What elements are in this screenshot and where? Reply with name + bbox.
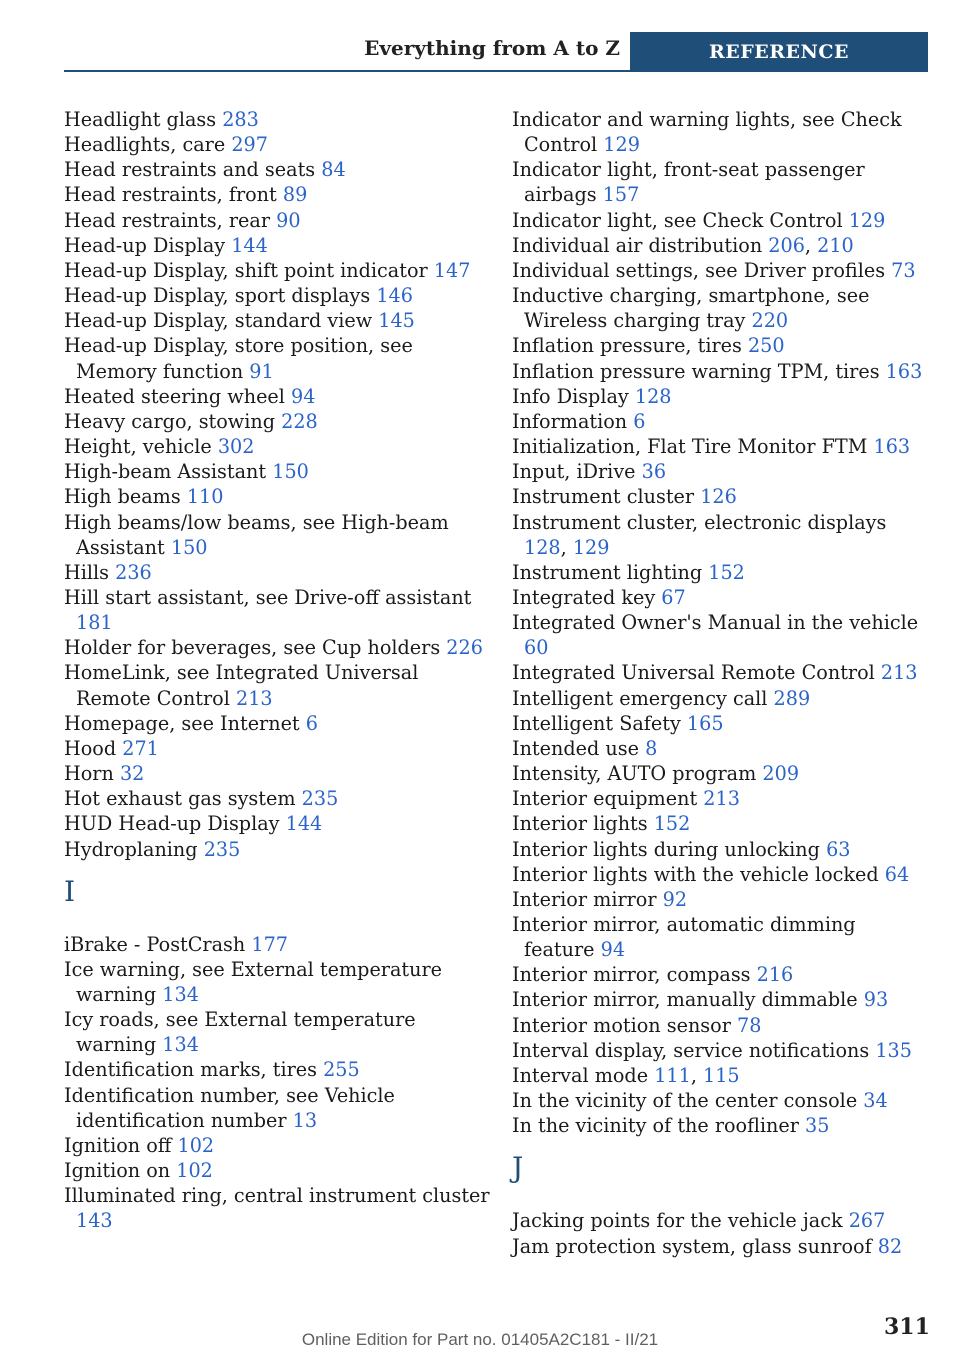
index-entry	[64, 308, 494, 333]
index-entry	[64, 786, 494, 811]
index-entry-term: Input, iDrive	[512, 460, 636, 484]
index-column-left	[64, 107, 494, 1234]
index-entry	[64, 635, 494, 660]
page-link[interactable]: 157	[602, 183, 640, 207]
page-link[interactable]: 8	[645, 736, 658, 760]
page-link[interactable]: 177	[251, 932, 288, 956]
index-entry-term: Interior lights	[512, 812, 648, 836]
index-entry	[64, 1007, 494, 1057]
page-link[interactable]: 143	[76, 1209, 113, 1233]
index-entry-term: Interior equipment	[512, 787, 698, 811]
index-entry-term: Ignition off	[64, 1133, 172, 1157]
index-entry-term: Head-up Display	[64, 233, 226, 257]
page-link[interactable]: 220	[751, 309, 789, 333]
page-link[interactable]: 163	[885, 359, 923, 383]
section-tab: REFERENCE	[630, 32, 928, 70]
page-link[interactable]: 236	[115, 560, 152, 584]
index-entry	[512, 811, 928, 836]
page-link[interactable]: 94	[291, 384, 316, 408]
index-entry-term: Hood	[64, 736, 117, 760]
index-entry	[64, 837, 494, 862]
index-entry-term: Indicator light, see Check Control	[512, 208, 843, 232]
index-entry-term: In the vicinity of the roofliner	[512, 1114, 799, 1138]
page-link[interactable]: 73	[891, 258, 916, 282]
index-entry	[64, 811, 494, 836]
index-entry-term: Intelligent Safety	[512, 711, 681, 735]
page-link[interactable]: 163	[873, 435, 911, 459]
index-entry-term: Indicator light, front-seat passenger airbags	[512, 158, 865, 207]
index-entry	[64, 585, 494, 635]
section-letter-j: J	[512, 1151, 524, 1185]
page-link[interactable]: 152	[708, 560, 745, 584]
index-entry-term: Icy roads, see External temperature warning	[64, 1008, 416, 1057]
page-link[interactable]: 63	[826, 837, 851, 861]
index-entry-term: Head-up Display, shift point indicator	[64, 258, 428, 282]
page-link[interactable]: 213	[880, 661, 918, 685]
page-link[interactable]: 90	[276, 208, 301, 232]
section-letter-i: I	[64, 874, 76, 908]
index-entry	[512, 384, 928, 409]
page-link[interactable]: 102	[176, 1159, 213, 1183]
index-entry-term: Homepage, see Internet	[64, 711, 300, 735]
index-entry	[64, 736, 494, 761]
page-link[interactable]: 32	[119, 762, 145, 786]
index-entry	[64, 157, 494, 182]
index-entry-term: Holder for beverages, see Cup holders	[64, 636, 441, 660]
index-entry	[512, 484, 928, 509]
index-entry-term: Identification number, see Vehicle identification number	[64, 1083, 395, 1132]
index-entry-term: Head restraints, front	[64, 183, 277, 207]
page-link[interactable]: 135	[875, 1038, 912, 1062]
page-link[interactable]: 302	[217, 435, 255, 459]
page-link[interactable]: 271	[122, 736, 159, 760]
page-link[interactable]: 64	[884, 862, 910, 886]
index-entry-term: Instrument lighting	[512, 560, 703, 584]
index-entry	[512, 837, 928, 862]
index-entry	[512, 283, 928, 333]
index-entry	[64, 208, 494, 233]
index-entry: Instrument cluster, electronic displays 128, 129	[512, 510, 887, 559]
page-link[interactable]: 216	[756, 963, 794, 987]
page-link[interactable]: 289	[773, 686, 811, 710]
index-entry-term: Head restraints and seats	[64, 158, 316, 182]
page-link[interactable]: 102	[177, 1133, 215, 1157]
page-link[interactable]: 145	[378, 309, 415, 333]
index-entry	[512, 585, 928, 610]
index-entry-term: Inductive charging, smartphone, see Wireless charging tray	[512, 284, 870, 333]
index-entry	[64, 132, 494, 157]
index-entry	[512, 711, 928, 736]
page-link[interactable]: 129	[572, 535, 610, 559]
index-entry-term: Headlight glass	[64, 108, 217, 131]
index-entry-term: Inflation pressure, tires	[512, 334, 742, 358]
page-link[interactable]: 283	[222, 108, 259, 131]
index-entry-term: Initialization, Flat Tire Monitor FTM	[512, 435, 868, 459]
index-entry-term: Hills	[64, 560, 109, 584]
index-entry-term: Hot exhaust gas system	[64, 787, 296, 811]
page-link[interactable]: 82	[877, 1234, 903, 1258]
index-entry	[64, 409, 494, 434]
index-entry-term: Instrument cluster	[512, 485, 695, 509]
page-link[interactable]: 206	[768, 233, 805, 257]
index-entry	[512, 660, 928, 685]
index-entry-term: Head-up Display, standard view	[64, 309, 373, 333]
page-link[interactable]: 129	[848, 208, 886, 232]
page-link[interactable]: 111	[654, 1063, 691, 1087]
page-link[interactable]: 209	[762, 762, 800, 786]
index-entry	[512, 258, 928, 283]
index-entry-term: HUD Head-up Display	[64, 812, 280, 836]
index-entry	[512, 1038, 928, 1063]
index-entry	[64, 107, 494, 132]
page-link[interactable]: 134	[162, 1033, 199, 1057]
page-number: 311	[884, 1314, 930, 1340]
index-entry	[64, 711, 494, 736]
index-entry	[512, 459, 928, 484]
index-entry-term: Heavy cargo, stowing	[64, 409, 276, 433]
page-link[interactable]: 126	[700, 485, 737, 509]
page-link[interactable]: 181	[76, 611, 113, 635]
index-entry-term: Headlights, care	[64, 133, 226, 157]
index-entry	[512, 107, 928, 157]
header-rule	[64, 70, 928, 72]
index-entry-term: In the vicinity of the center console	[512, 1089, 858, 1113]
page-link[interactable]: 92	[662, 887, 688, 911]
page-link[interactable]: 89	[282, 183, 308, 207]
index-entry: Individual air distribution 206, 210	[512, 233, 854, 257]
index-entry	[512, 862, 928, 887]
index-entry-term: Interior motion sensor	[512, 1013, 731, 1037]
index-entry-term: Integrated Universal Remote Control	[512, 661, 875, 685]
index-entry-term: High beams/low beams, see High-beam Assistant	[64, 510, 449, 559]
index-entry-term: High beams	[64, 485, 181, 509]
page-link[interactable]: 129	[603, 133, 640, 157]
page-link[interactable]: 150	[170, 535, 208, 559]
index-entry	[512, 736, 928, 761]
index-entry-term: Interval mode	[512, 1063, 649, 1087]
index-entry-term: HomeLink, see Integrated Universal Remote Control	[64, 661, 419, 710]
index-entry-term: Interior mirror, automatic dimming feature	[512, 913, 856, 962]
index-entry	[64, 182, 494, 207]
index-entry-term: Interior mirror, manually dimmable	[512, 988, 858, 1012]
index-entry-term: Identification marks, tires	[64, 1058, 317, 1082]
page-link[interactable]: 115	[703, 1063, 740, 1087]
index-column-right	[512, 107, 928, 1259]
page-link[interactable]: 84	[321, 158, 346, 182]
index-entry	[512, 208, 928, 233]
index-entry-term: Jam protection system, glass sunroof	[512, 1234, 872, 1258]
index-entry-term: Instrument cluster, electronic displays	[512, 510, 887, 534]
index-entry	[64, 957, 494, 1007]
page-link[interactable]: 36	[641, 460, 667, 484]
index-entry	[512, 686, 928, 711]
index-entry-term: Jacking points for the vehicle jack	[512, 1209, 843, 1233]
index-entry-term: Hydroplaning	[64, 837, 198, 861]
index-entry-term: Hill start assistant, see Drive-off assistant	[64, 585, 472, 609]
index-entry	[64, 484, 494, 509]
index-entry-term: Indicator and warning lights, see Check Control	[512, 108, 902, 157]
page-link[interactable]: 150	[272, 460, 309, 484]
index-entry	[512, 912, 928, 962]
index-entry	[512, 761, 928, 786]
index-entry	[512, 1013, 928, 1038]
page-link[interactable]: 213	[235, 686, 273, 710]
page-link[interactable]: 210	[817, 233, 854, 257]
page-link[interactable]: 165	[686, 711, 724, 735]
page-link[interactable]: 235	[301, 787, 339, 811]
index-entry	[512, 434, 928, 459]
page-link[interactable]: 146	[376, 284, 413, 308]
page-link[interactable]: 134	[162, 983, 199, 1006]
index-entry	[512, 333, 928, 358]
index-entry-term: Interval display, service notifications	[512, 1038, 870, 1062]
index-entry	[512, 1113, 928, 1138]
index-entry	[512, 610, 928, 660]
index-entry	[64, 384, 494, 409]
page-link[interactable]: 213	[703, 787, 740, 811]
index-entry-term: Heated steering wheel	[64, 384, 285, 408]
index-entry	[512, 987, 928, 1012]
page-link[interactable]: 235	[203, 837, 241, 861]
index-entry-term: Interior mirror, compass	[512, 963, 751, 987]
index-entry-term: Head-up Display, store position, see Memory function	[64, 334, 413, 383]
page-link[interactable]: 152	[653, 812, 691, 836]
page-link[interactable]: 94	[600, 938, 626, 962]
page-link[interactable]: 93	[863, 988, 889, 1012]
index-entry-term: Interior lights during unlocking	[512, 837, 820, 861]
index-entry-term: Integrated Owner's Manual in the vehicle	[512, 611, 919, 635]
index-entry	[64, 1133, 494, 1158]
index-entry	[512, 359, 928, 384]
page-link[interactable]: 226	[446, 636, 483, 660]
index-entry-term: Ignition on	[64, 1159, 171, 1183]
index-entry	[64, 258, 494, 283]
index-entry-term: Ice warning, see External temperature warning	[64, 957, 443, 1006]
page-link[interactable]: 144	[231, 233, 268, 257]
page-link[interactable]: 110	[186, 485, 224, 509]
index-entry-term: Intended use	[512, 736, 639, 760]
page-link[interactable]: 35	[805, 1114, 830, 1138]
index-entry	[512, 409, 928, 434]
index-entry	[64, 1057, 494, 1082]
index-entry	[512, 1088, 928, 1113]
index-entry	[64, 283, 494, 308]
index-entry	[64, 660, 494, 710]
index-entry	[512, 157, 928, 207]
page-link[interactable]: 91	[249, 359, 274, 383]
index-entry-term: Info Display	[512, 384, 629, 408]
running-header-title: Everything from A to Z	[364, 36, 620, 60]
page-link[interactable]: 34	[863, 1089, 888, 1113]
index-entry-term: Head-up Display, sport displays	[64, 284, 371, 308]
index-entry: Interval mode 111, 115	[512, 1063, 740, 1087]
page-link[interactable]: 147	[433, 258, 471, 282]
index-entry	[64, 560, 494, 585]
page-link[interactable]: 78	[736, 1013, 762, 1037]
index-entry	[512, 1208, 928, 1233]
index-entry-term: Height, vehicle	[64, 435, 212, 459]
index-entry	[512, 1234, 928, 1259]
index-entry	[64, 233, 494, 258]
index-entry	[512, 887, 928, 912]
page-link[interactable]: 6	[633, 409, 646, 433]
page-link[interactable]: 250	[747, 334, 785, 358]
page-link[interactable]: 13	[292, 1108, 318, 1132]
index-entry	[64, 1183, 494, 1233]
page-link[interactable]: 297	[231, 133, 268, 157]
index-entry-term: Horn	[64, 762, 114, 786]
page-link[interactable]: 128	[524, 535, 561, 559]
index-entry-term: High-beam Assistant	[64, 460, 267, 484]
index-entry	[512, 962, 928, 987]
index-entry-term: Illuminated ring, central instrument cluster	[64, 1184, 490, 1208]
index-entry	[64, 434, 494, 459]
index-entry	[64, 761, 494, 786]
index-entry	[64, 1158, 494, 1183]
page-link[interactable]: 228	[281, 409, 318, 433]
page-link[interactable]: 60	[524, 636, 549, 660]
index-entry	[512, 560, 928, 585]
footer-edition: Online Edition for Part no. 01405A2C181 - II/21	[301, 1330, 659, 1349]
index-entry-term: iBrake - PostCrash	[64, 932, 246, 956]
index-entry-term: Head restraints, rear	[64, 208, 270, 232]
index-entry	[64, 510, 494, 560]
page-link[interactable]: 6	[305, 711, 318, 735]
index-entry-term: Interior mirror	[512, 887, 657, 911]
page-link[interactable]: 255	[323, 1058, 360, 1082]
page-link[interactable]: 67	[661, 585, 686, 609]
index-entry	[64, 1083, 494, 1133]
index-entry-term: Intensity, AUTO program	[512, 762, 757, 786]
index-entry	[64, 333, 494, 383]
page-link[interactable]: 267	[848, 1209, 886, 1233]
index-entry-term: Individual settings, see Driver profiles	[512, 258, 886, 282]
index-entry-term: Individual air distribution	[512, 233, 763, 257]
index-entry-term: Integrated key	[512, 585, 656, 609]
index-entry-term: Intelligent emergency call	[512, 686, 768, 710]
index-entry-term: Interior lights with the vehicle locked	[512, 862, 879, 886]
page-link[interactable]: 144	[285, 812, 323, 836]
page-link[interactable]: 128	[634, 384, 672, 408]
index-entry	[64, 932, 494, 957]
index-entry-term: Inflation pressure warning TPM, tires	[512, 359, 880, 383]
index-entry	[512, 786, 928, 811]
index-entry	[64, 459, 494, 484]
index-entry-term: Information	[512, 409, 628, 433]
